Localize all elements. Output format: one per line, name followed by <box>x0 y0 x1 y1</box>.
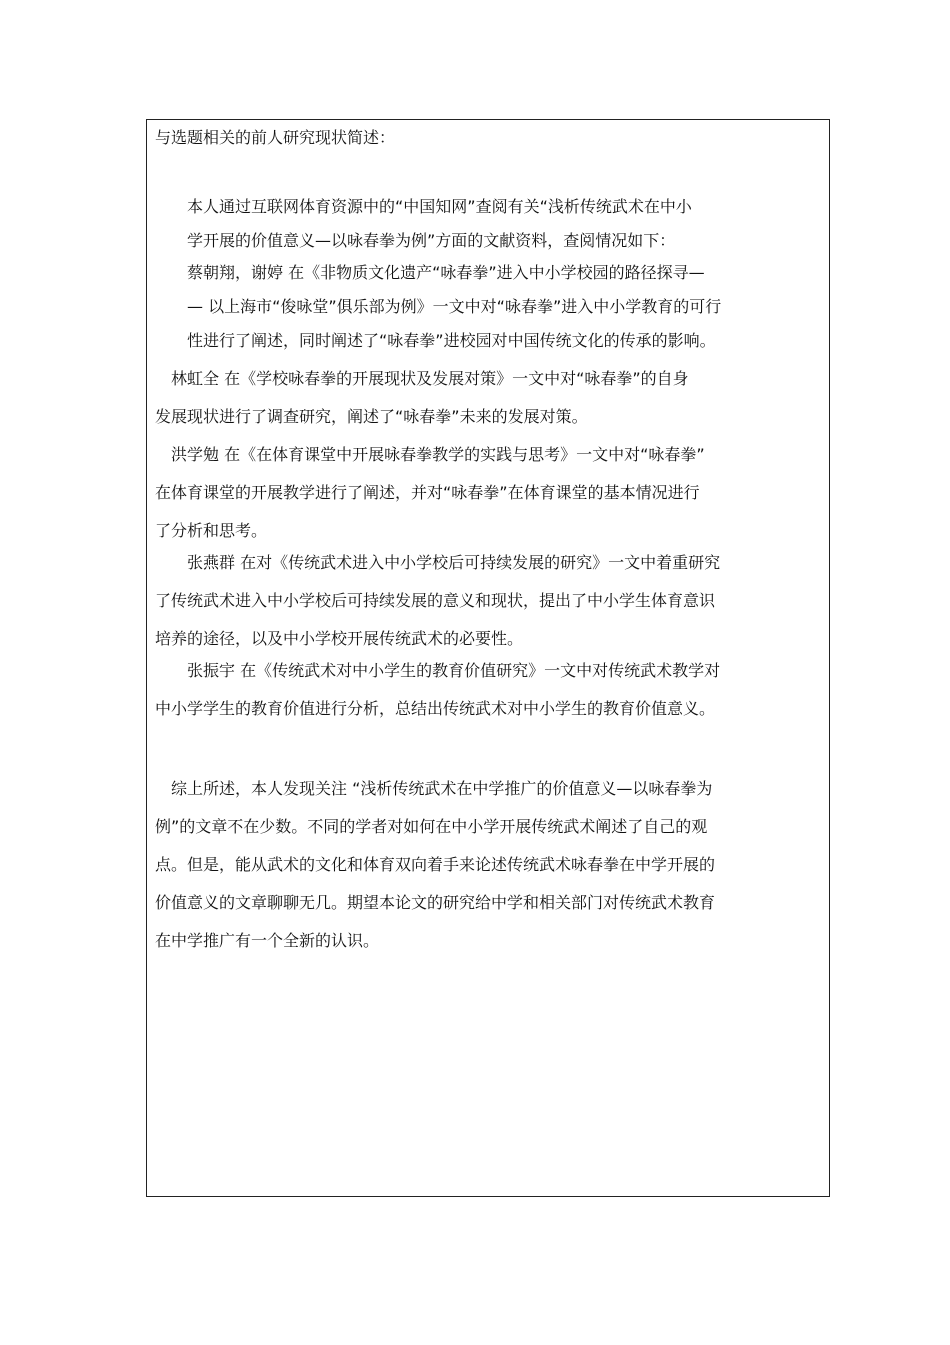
paragraph-hong <box>155 436 795 550</box>
text-line: 发展现状进行了调查研究，阐述了“咏春拳”未来的发展对策。 <box>155 407 588 426</box>
text-line: 在中学推广有一个全新的认识。 <box>155 931 380 950</box>
text-line: 张燕群 在对《传统武术进入中小学校后可持续发展的研究》一文中着重研究 <box>155 553 721 572</box>
paragraph-lin <box>155 360 795 436</box>
paragraph-zhang-yanqun <box>155 544 795 658</box>
paragraph-summary <box>155 770 795 960</box>
text-line: 性进行了阐述，同时阐述了“咏春拳”进校园对中国传统文化的传承的影响。 <box>155 331 716 350</box>
text-line: 林虹全 在《学校咏春拳的开展现状及发展对策》一文中对“咏春拳”的自身 <box>155 369 689 388</box>
section-heading: 与选题相关的前人研究现状简述： <box>155 128 396 147</box>
text-line: 培养的途径，以及中小学校开展传统武术的必要性。 <box>155 629 524 648</box>
paragraph-cai-xie <box>155 256 795 358</box>
paragraph-zhang-zhenyu <box>155 652 795 728</box>
text-line: 了分析和思考。 <box>155 521 268 540</box>
paragraph-intro <box>155 188 795 256</box>
text-line: — 以上海市“俊咏堂”俱乐部为例》一文中对“咏春拳”进入中小学教育的可行 <box>155 297 722 316</box>
text-line: 学开展的价值意义—以咏春拳为例”方面的文献资料，查阅情况如下： <box>155 231 676 250</box>
text-line: 了传统武术进入中小学校后可持续发展的意义和现状，提出了中小学生体育意识 <box>155 591 716 610</box>
text-line: 洪学勉 在《在体育课堂中开展咏春拳教学的实践与思考》一文中对“咏春拳” <box>155 445 705 464</box>
text-line: 张振宇 在《传统武术对中小学生的教育价值研究》一文中对传统武术教学对 <box>155 661 721 680</box>
text-line: 蔡朝翔，谢婷 在《非物质文化遗产“咏春拳”进入中小学校园的路径探寻— <box>155 263 705 282</box>
text-line: 价值意义的文章聊聊无几。期望本论文的研究给中学和相关部门对传统武术教育 <box>155 893 716 912</box>
text-line: 在体育课堂的开展教学进行了阐述，并对“咏春拳”在体育课堂的基本情况进行 <box>155 483 700 502</box>
text-line: 点。但是，能从武术的文化和体育双向着手来论述传统武术咏春拳在中学开展的 <box>155 855 716 874</box>
text-line: 本人通过互联网体育资源中的“中国知网”查阅有关“浅析传统武术在中小 <box>155 197 692 216</box>
text-line: 中小学学生的教育价值进行分析，总结出传统武术对中小学生的教育价值意义。 <box>155 699 716 718</box>
text-line: 例”的文章不在少数。不同的学者对如何在中小学开展传统武术阐述了自己的观 <box>155 817 708 836</box>
text-line: 综上所述，本人发现关注 “浅析传统武术在中学推广的价值意义—以咏春拳为 <box>155 779 713 798</box>
content-frame <box>146 119 830 1197</box>
